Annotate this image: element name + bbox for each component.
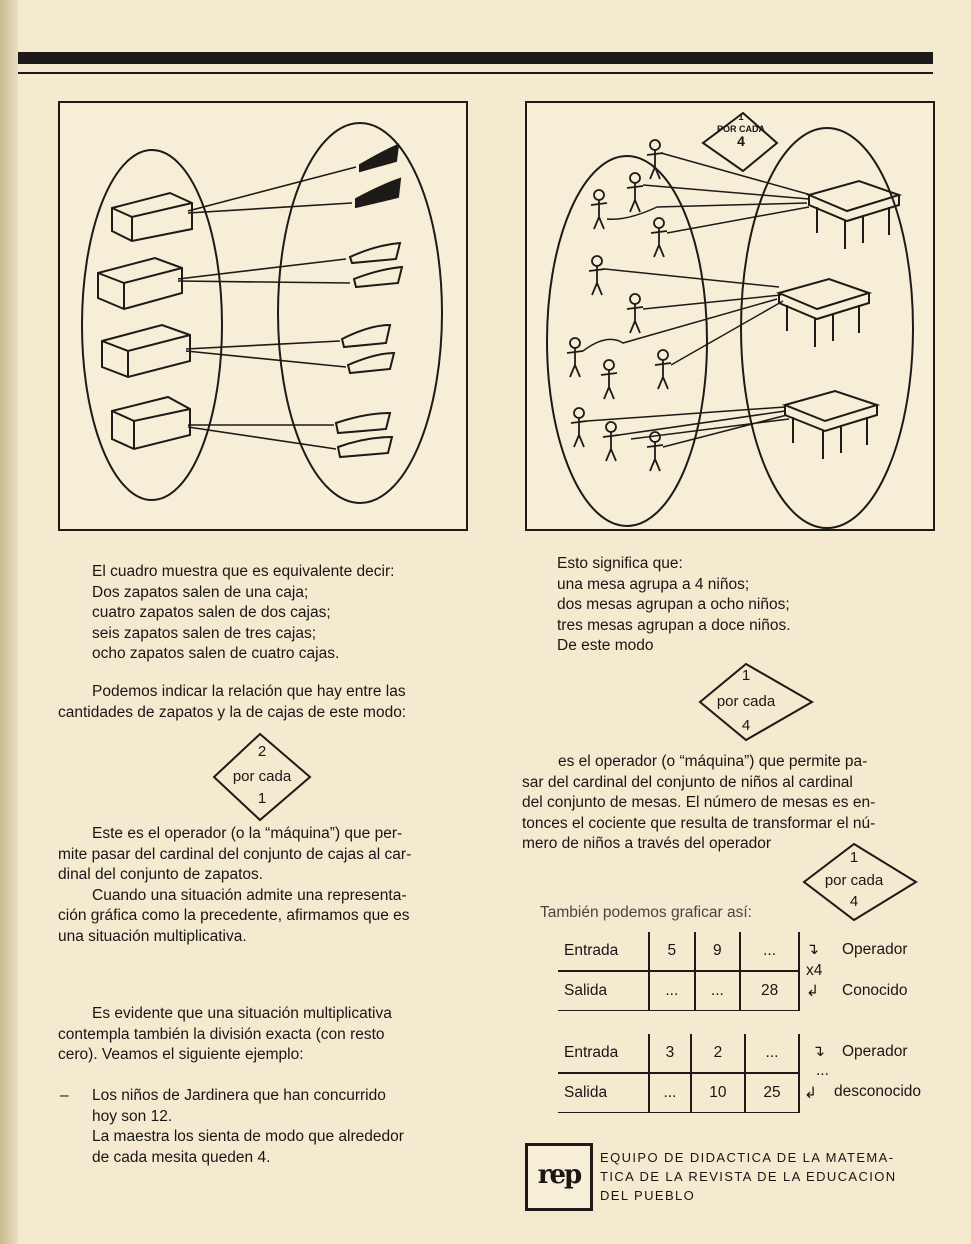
arrow-return-icon: ↲ bbox=[806, 983, 819, 1000]
row-label: Entrada bbox=[558, 1034, 649, 1073]
page-spine-shadow bbox=[0, 0, 18, 1244]
operator-middle: por cada bbox=[232, 768, 292, 785]
operator-top: 2 bbox=[257, 743, 267, 760]
table-cell: 28 bbox=[740, 971, 799, 1011]
text-line: Podemos indicar la relación que hay entre las bbox=[92, 683, 406, 700]
unknown-note: desconocido bbox=[834, 1083, 922, 1100]
figure-operator-label bbox=[703, 111, 779, 147]
table-cell: 2 bbox=[691, 1034, 745, 1073]
operator-table-known bbox=[558, 932, 800, 1011]
figure-operator-bottom: 4 bbox=[737, 133, 745, 149]
operator-middle: por cada bbox=[716, 693, 776, 710]
text-line: de cada mesita queden 4. bbox=[92, 1148, 271, 1166]
right-paragraph-1 bbox=[557, 554, 791, 657]
text-line: contempla también la división exacta (con resto bbox=[58, 1025, 385, 1043]
table-cell: 10 bbox=[691, 1073, 745, 1113]
box-icon-4 bbox=[112, 397, 190, 449]
child-icons bbox=[567, 140, 671, 471]
left-paragraph-1 bbox=[92, 562, 394, 665]
table-cell: ... bbox=[695, 971, 741, 1011]
table-cell: ... bbox=[740, 932, 799, 971]
left-paragraph-4 bbox=[58, 1004, 392, 1066]
credit-text bbox=[600, 1148, 897, 1205]
text-line: TICA DE LA REVISTA DE LA EDUCACION bbox=[600, 1169, 897, 1184]
text-line: una mesa agrupa a 4 niños; bbox=[557, 575, 750, 593]
text-line: Cuando una situación admite una representa- bbox=[92, 886, 407, 904]
text-line: cero). Veamos el siguiente ejemplo: bbox=[58, 1046, 304, 1063]
row-label: Entrada bbox=[558, 932, 649, 971]
relation-lines-figure bbox=[583, 153, 811, 447]
text-line: ocho zapatos salen de cuatro cajas. bbox=[92, 645, 340, 662]
operator-diamond-right bbox=[698, 662, 814, 742]
box-icon-1 bbox=[112, 193, 192, 241]
text-line: es el operador (o “máquina”) que permite pa- bbox=[558, 753, 868, 770]
text-line: dinal del conjunto de zapatos. bbox=[58, 866, 264, 883]
table-cell: 25 bbox=[745, 1073, 799, 1113]
table-cell: 9 bbox=[695, 932, 741, 971]
left-paragraph-2 bbox=[58, 682, 406, 723]
table-icons bbox=[779, 181, 899, 459]
text-line: sar del cardinal del conjunto de niños al cardinal bbox=[522, 773, 853, 791]
text-line: Este es el operador (o la “máquina”) que per- bbox=[92, 825, 403, 842]
known-note: Conocido bbox=[842, 982, 908, 999]
box-icon-3 bbox=[102, 325, 190, 377]
text-line: La maestra los sienta de modo que alrededor bbox=[92, 1128, 404, 1145]
operator-bottom: 4 bbox=[741, 717, 751, 734]
row-label: Salida bbox=[558, 971, 649, 1011]
figure-operator-top: 1 bbox=[738, 112, 744, 122]
boxes-shoes-illustration bbox=[58, 101, 468, 531]
text-line: El cuadro muestra que es equivalente decir: bbox=[92, 563, 395, 580]
row-label: Salida bbox=[558, 1073, 649, 1113]
text-line: cantidades de zapatos y la de cajas de este modo: bbox=[58, 703, 407, 721]
text-line: tres mesas agrupan a doce niños. bbox=[557, 616, 791, 634]
operator-table-unknown bbox=[558, 1034, 800, 1113]
bullet-dash: – bbox=[60, 1087, 69, 1104]
left-paragraph-3 bbox=[58, 824, 411, 947]
table-cell: 3 bbox=[649, 1034, 691, 1073]
bullet-example bbox=[92, 1086, 404, 1168]
text-line: seis zapatos salen de tres cajas; bbox=[92, 624, 317, 642]
text-line: mite pasar del cardinal del conjunto de cajas al car- bbox=[58, 845, 412, 863]
operator-note: Operador bbox=[842, 1043, 908, 1060]
operator-diamond-right-2 bbox=[802, 842, 918, 922]
multiplier-label: x4 bbox=[806, 962, 823, 979]
operator-note: Operador bbox=[842, 941, 908, 958]
logo-text: rep bbox=[537, 1160, 581, 1190]
table-cell: ... bbox=[649, 971, 695, 1011]
text-line: Los niños de Jardinera que han concurrido bbox=[92, 1087, 386, 1104]
operator-middle: por cada bbox=[824, 872, 884, 889]
text-line: ción gráfica como la precedente, afirmamos que es bbox=[58, 907, 410, 924]
text-line: EQUIPO DE DIDACTICA DE LA MATEMA- bbox=[600, 1150, 895, 1165]
box-icon-2 bbox=[98, 258, 182, 309]
table-cell: ... bbox=[649, 1073, 691, 1113]
text-line: mero de niños a través del operador bbox=[522, 835, 772, 852]
arrow-return-icon: ↲ bbox=[804, 1085, 817, 1102]
graph-intro: También podemos graficar así: bbox=[540, 904, 752, 921]
arrow-down-icon: ↴ bbox=[806, 941, 819, 958]
operator-top: 1 bbox=[849, 849, 859, 866]
text-line: del conjunto de mesas. El número de mesas es en- bbox=[522, 794, 876, 811]
table-cell: 5 bbox=[649, 932, 695, 971]
publisher-logo bbox=[525, 1143, 593, 1211]
header-rule-thick bbox=[18, 52, 933, 64]
text-line: dos mesas agrupan a ocho niños; bbox=[557, 596, 790, 613]
multiplier-label: ... bbox=[816, 1062, 829, 1079]
text-line: tonces el cociente que resulta de transformar el nú- bbox=[522, 814, 876, 832]
operator-diamond-left bbox=[212, 732, 312, 822]
table-cell: ... bbox=[745, 1034, 799, 1073]
children-tables-illustration bbox=[525, 101, 935, 531]
text-line: Esto significa que: bbox=[557, 555, 683, 572]
text-line: DEL PUEBLO bbox=[600, 1188, 696, 1203]
text-line: Es evidente que una situación multiplicativa bbox=[92, 1005, 392, 1022]
header-rule-thin bbox=[18, 72, 933, 74]
arrow-down-icon: ↴ bbox=[812, 1043, 825, 1060]
text-line: una situación multiplicativa. bbox=[58, 927, 247, 945]
text-line: cuatro zapatos salen de dos cajas; bbox=[92, 604, 331, 621]
shoe-icons bbox=[336, 145, 402, 457]
text-line: Dos zapatos salen de una caja; bbox=[92, 583, 309, 601]
operator-bottom: 1 bbox=[257, 790, 267, 807]
figure-operator-middle: POR CADA bbox=[716, 124, 765, 134]
right-paragraph-2 bbox=[522, 752, 875, 855]
operator-bottom: 4 bbox=[849, 893, 859, 910]
text-line: De este modo bbox=[557, 637, 654, 654]
operator-top: 1 bbox=[741, 667, 751, 684]
text-line: hoy son 12. bbox=[92, 1107, 173, 1125]
